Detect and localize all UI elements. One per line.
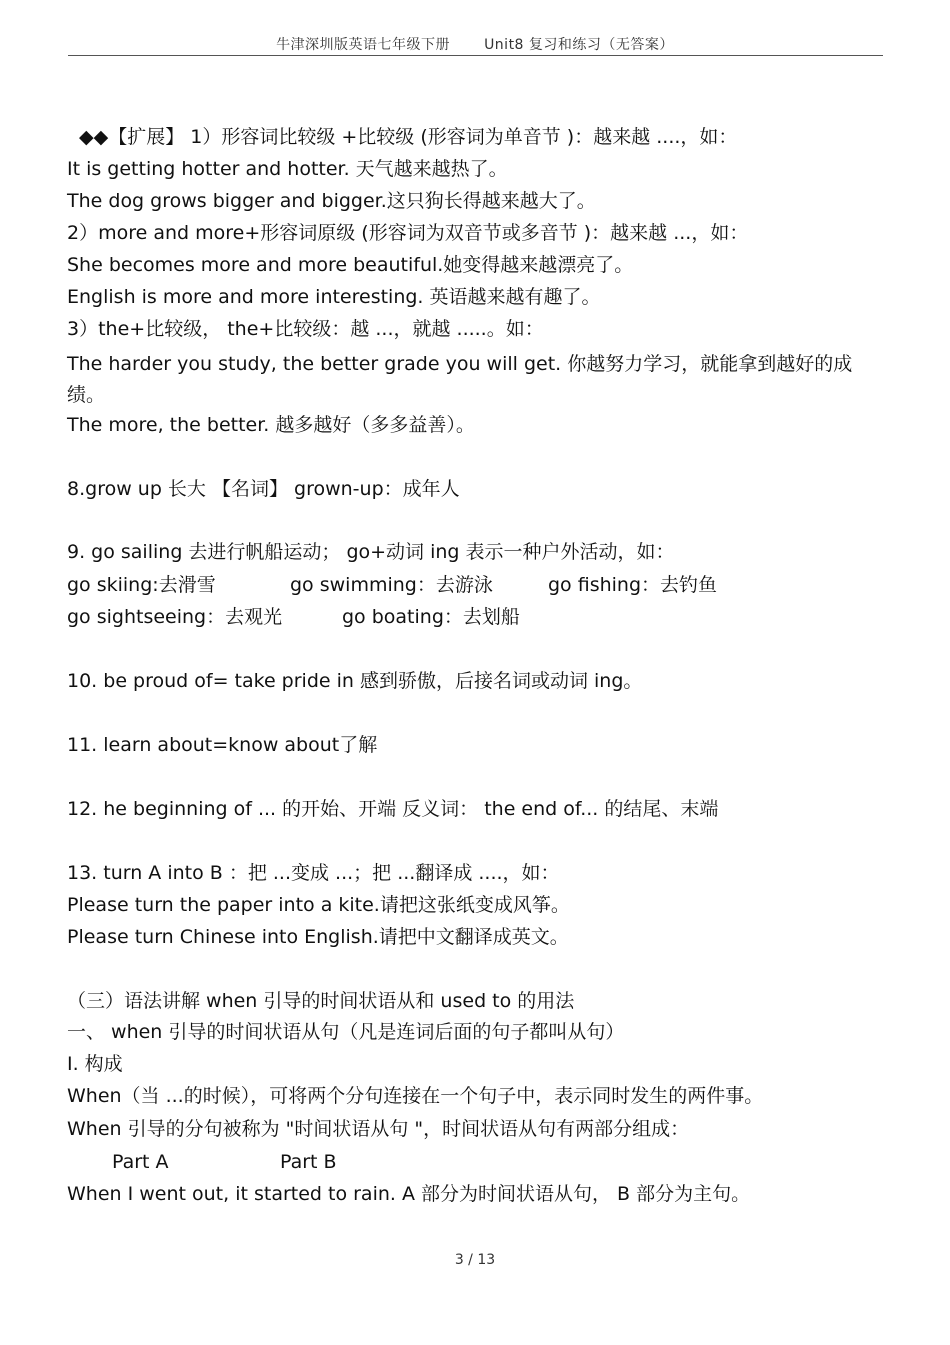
text-item: go swimming：去游泳 <box>290 574 493 596</box>
text-line: The dog grows bigger and bigger.这只狗长得越来越大了。 <box>67 190 596 212</box>
header-book-title: 牛津深圳版英语七年级下册 <box>276 37 451 53</box>
text-line: ◆◆【扩展】 1）形容词比较级 +比较级 (形容词为单音节 )：越来越 ....，如： <box>79 126 738 148</box>
section-heading: （三）语法讲解 when 引导的时间状语从和 used to 的用法 <box>67 990 575 1012</box>
text-line: English is more and more interesting. 英语越来越有趣了。 <box>67 286 601 308</box>
text-line: It is getting hotter and hotter. 天气越来越热了。 <box>67 158 508 180</box>
text-line: Please turn Chinese into English.请把中文翻译成英文。 <box>67 926 569 948</box>
text-line: The more, the better. 越多越好（多多益善）。 <box>67 414 475 436</box>
text-item: Part A <box>112 1151 169 1173</box>
text-line: Please turn the paper into a kite.请把这张纸变成风筝。 <box>67 894 570 916</box>
page-header <box>0 34 950 54</box>
text-line: I. 构成 <box>67 1053 123 1075</box>
text-line: 3）the+比较级， the+比较级：越 ...，就越 .....。如： <box>67 318 544 340</box>
header-rule <box>68 55 883 56</box>
text-line: 11. learn about=know about了解 <box>67 734 378 756</box>
text-line: She becomes more and more beautiful.她变得越来越漂亮了。 <box>67 254 634 276</box>
text-item: go sightseeing：去观光 <box>67 606 283 628</box>
text-line: 8.grow up 长大 【名词】 grown-up：成年人 <box>67 478 460 500</box>
text-line: 13. turn A into B ：把 ...变成 ...；把 ...翻译成 ....，如： <box>67 862 560 884</box>
text-item: go skiing:去滑雪 <box>67 574 216 596</box>
text-line: 一、 when 引导的时间状语从句（凡是连词后面的句子都叫从句） <box>67 1021 625 1043</box>
text-line: The harder you study, the better grade you will get. 你越努力学习，就能拿到越好的成绩。 <box>67 353 853 406</box>
text-item: go boating：去划船 <box>342 606 520 628</box>
text-item: Part B <box>280 1151 337 1173</box>
text-line: 10. be proud of= take pride in 感到骄傲，后接名词或动词 ing。 <box>67 670 643 692</box>
text-line: When（当 ...的时候），可将两个分句连接在一个句子中，表示同时发生的两件事。 <box>67 1085 764 1107</box>
text-line: When 引导的分句被称为 "时间状语从句 "，时间状语从句有两部分组成： <box>67 1118 690 1140</box>
text-line: 2）more and more+形容词原级 (形容词为双音节或多音节 )：越来越 ...，如： <box>67 222 749 244</box>
header-unit-title: Unit8 复习和练习（无答案） <box>484 37 674 53</box>
text-line: When I went out, it started to rain. A 部分为时间状语从句， B 部分为主句。 <box>67 1183 751 1205</box>
text-line: 12. he beginning of ... 的开始、开端 反义词： the end of... 的结尾、末端 <box>67 798 719 820</box>
text-line: 9. go sailing 去进行帆船运动； go+动词 ing 表示一种户外活动，如： <box>67 541 675 563</box>
text-item: go fishing：去钓鱼 <box>548 574 718 596</box>
page-number: 3 / 13 <box>454 1252 496 1268</box>
